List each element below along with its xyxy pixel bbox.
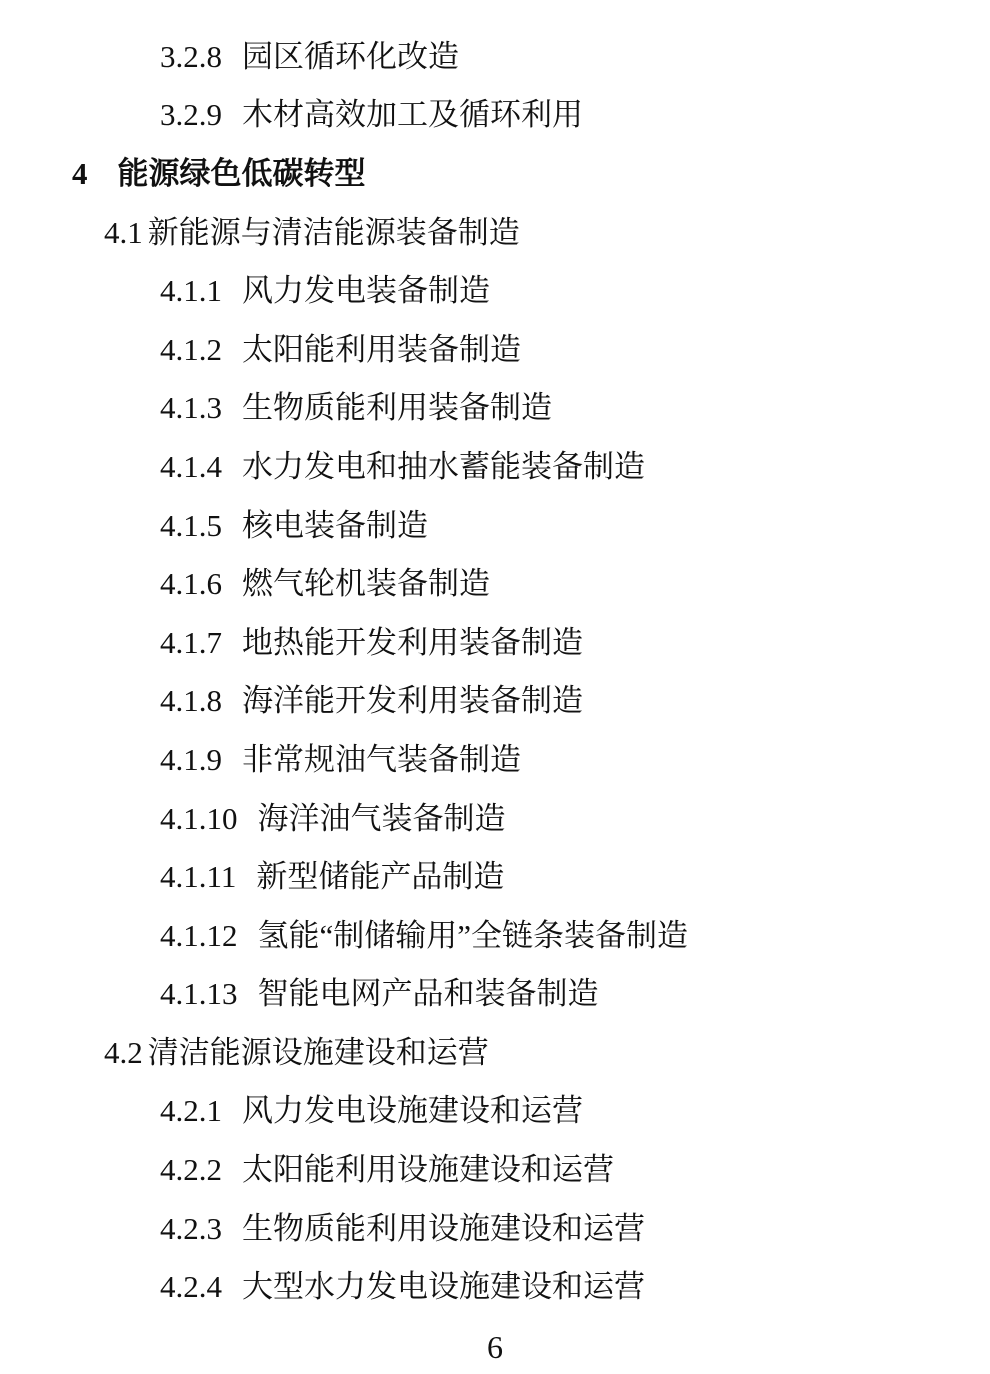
page-number: 6 <box>487 1329 503 1365</box>
toc-item-3-2-8 <box>0 27 990 86</box>
toc-item-number: 4.2.1 <box>160 1093 222 1129</box>
toc-item-number: 4.1.8 <box>160 683 222 719</box>
toc-item-label: 海洋油气装备制造 <box>257 800 506 836</box>
toc-item-4-1-8 <box>0 672 990 731</box>
toc-item-number: 4.1 <box>104 214 143 250</box>
toc-item-label: 生物质能利用设施建设和运营 <box>242 1210 645 1246</box>
toc-item-label: 海洋能开发利用装备制造 <box>242 683 583 719</box>
toc-item-number: 4.2 <box>104 1034 143 1070</box>
toc-item-label: 非常规油气装备制造 <box>242 741 521 777</box>
toc-item-number: 4.1.12 <box>160 917 238 953</box>
toc-item-4-1-9 <box>0 730 990 789</box>
toc-section-4 <box>0 144 990 203</box>
toc-item-label: 太阳能利用装备制造 <box>242 331 521 367</box>
toc-item-label: 能源绿色低碳转型 <box>117 155 366 191</box>
toc-item-number: 4.1.4 <box>160 448 222 484</box>
toc-item-label: 新型储能产品制造 <box>256 859 505 895</box>
toc-item-number: 4.1.11 <box>160 859 237 895</box>
toc-item-number: 4 <box>72 155 88 191</box>
toc-item-label: 生物质能利用装备制造 <box>242 390 552 426</box>
toc-item-label: 新能源与清洁能源装备制造 <box>147 214 520 250</box>
toc-item-number: 4.1.6 <box>160 566 222 602</box>
toc-item-label: 核电装备制造 <box>242 507 428 543</box>
toc-item-label: 水力发电和抽水蓄能装备制造 <box>242 448 645 484</box>
toc-item-label: 太阳能利用设施建设和运营 <box>242 1152 614 1188</box>
toc-subsection-4-1 <box>0 203 990 262</box>
toc-item-label: 大型水力发电设施建设和运营 <box>242 1269 645 1305</box>
toc-item-4-1-5 <box>0 496 990 555</box>
toc-item-4-1-4 <box>0 437 990 496</box>
toc-item-4-1-12 <box>0 906 990 965</box>
toc-item-4-1-3 <box>0 379 990 438</box>
toc-item-number: 4.1.10 <box>160 800 238 836</box>
toc-item-label: 智能电网产品和装备制造 <box>257 976 599 1012</box>
toc-item-4-2-3 <box>0 1199 990 1258</box>
toc-item-number: 4.1.1 <box>160 273 222 309</box>
toc-subsection-4-2 <box>0 1023 990 1082</box>
toc-item-3-2-9 <box>0 86 990 145</box>
toc-item-number: 4.2.2 <box>160 1152 222 1188</box>
toc-item-number: 4.1.3 <box>160 390 222 426</box>
toc-item-4-1-1 <box>0 261 990 320</box>
toc-item-4-1-2 <box>0 320 990 379</box>
toc-item-number: 4.1.7 <box>160 624 222 660</box>
toc-item-label: 氢能“制储输用”全链条装备制造 <box>257 917 689 953</box>
toc-item-label: 燃气轮机装备制造 <box>242 566 490 602</box>
toc-item-label: 风力发电装备制造 <box>242 273 490 309</box>
toc-item-label: 木材高效加工及循环利用 <box>242 97 583 133</box>
toc-item-number: 4.1.9 <box>160 741 222 777</box>
toc-item-number: 3.2.8 <box>160 38 222 74</box>
toc-item-4-1-6 <box>0 554 990 613</box>
toc-item-label: 风力发电设施建设和运营 <box>242 1093 583 1129</box>
toc-item-number: 3.2.9 <box>160 97 222 133</box>
toc-item-4-2-4 <box>0 1257 990 1316</box>
toc-item-number: 4.1.5 <box>160 507 222 543</box>
toc-item-4-2-1 <box>0 1082 990 1141</box>
toc-item-4-1-7 <box>0 613 990 672</box>
toc-item-4-1-13 <box>0 965 990 1024</box>
toc-item-number: 4.2.4 <box>160 1269 222 1305</box>
toc-item-4-1-10 <box>0 789 990 848</box>
toc-item-label: 清洁能源设施建设和运营 <box>147 1034 489 1070</box>
toc-item-label: 园区循环化改造 <box>242 38 459 74</box>
toc-item-4-1-11 <box>0 847 990 906</box>
toc-item-number: 4.1.13 <box>160 976 238 1012</box>
toc-item-label: 地热能开发利用装备制造 <box>242 624 583 660</box>
toc-item-number: 4.1.2 <box>160 331 222 367</box>
toc-item-number: 4.2.3 <box>160 1210 222 1246</box>
toc-item-4-2-2 <box>0 1140 990 1199</box>
